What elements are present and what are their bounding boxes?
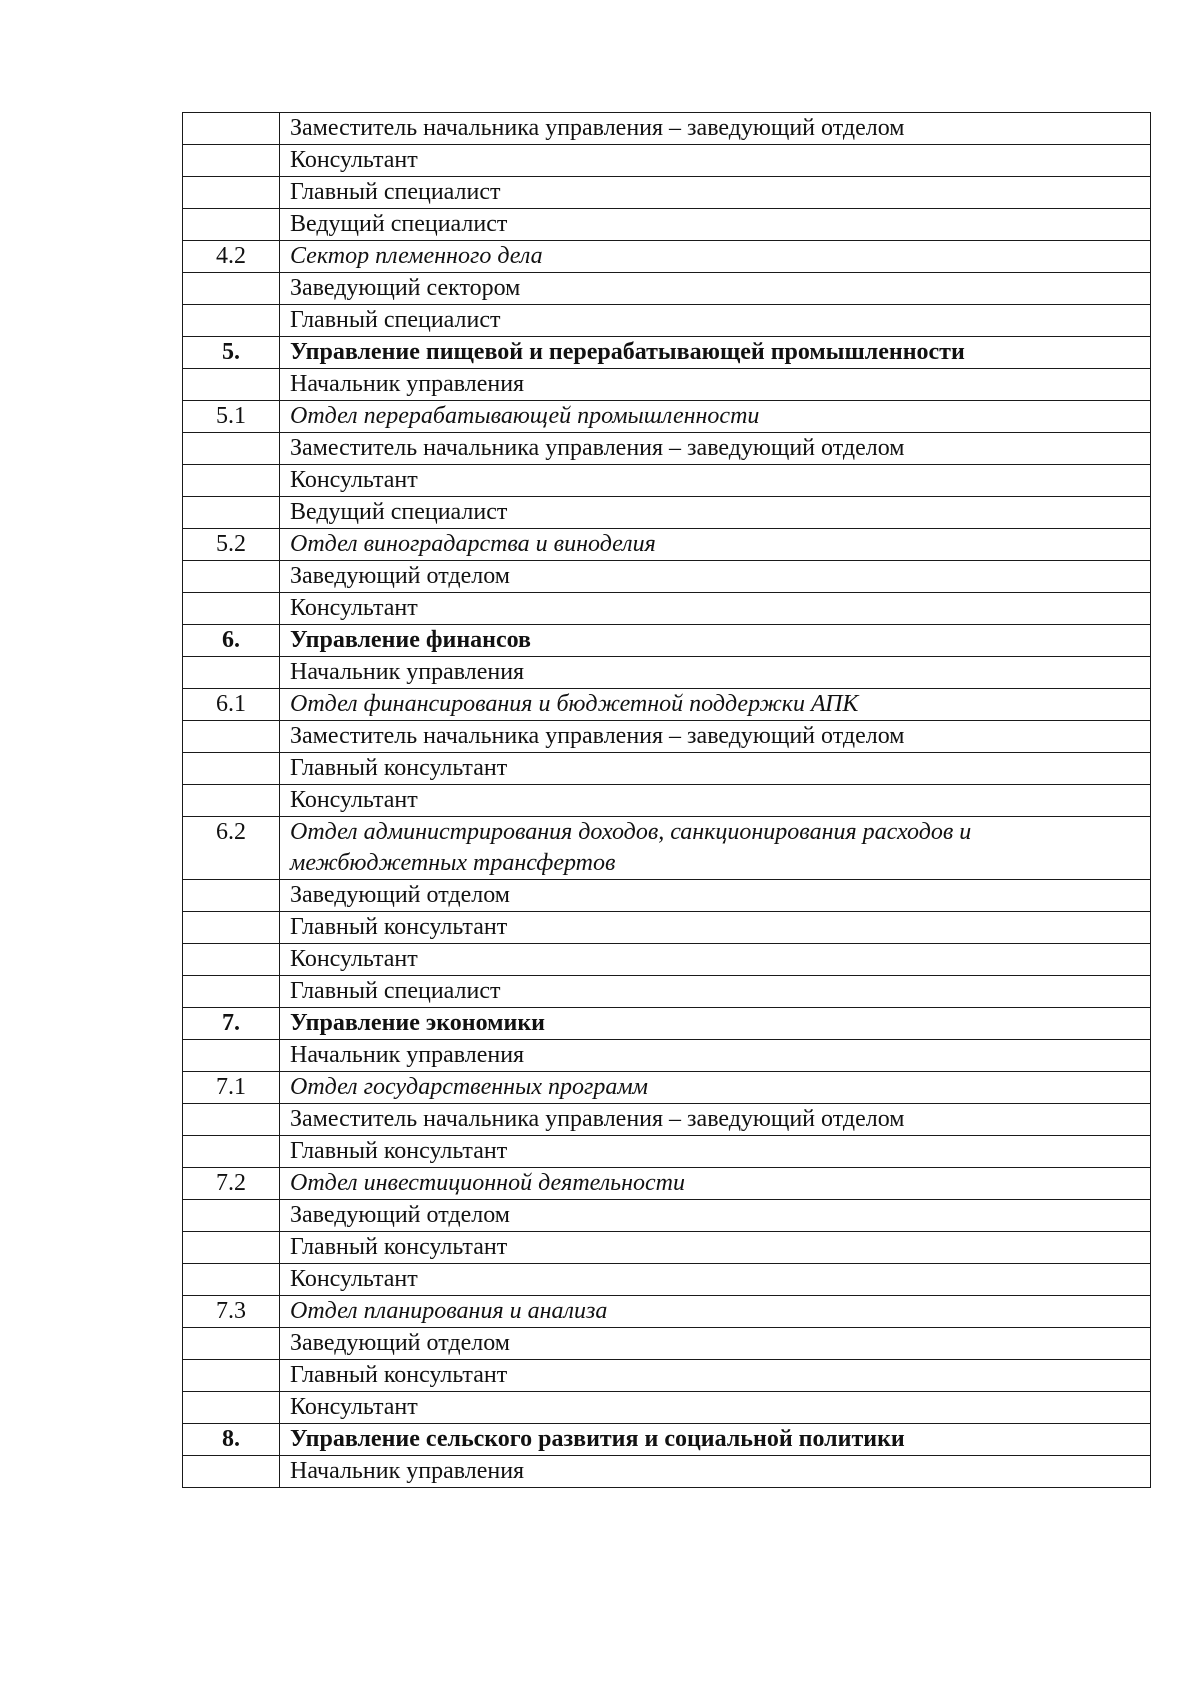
table-row (183, 1232, 1151, 1264)
row-number (183, 177, 280, 209)
row-title: Консультант (280, 1264, 1151, 1296)
table-row (183, 1104, 1151, 1136)
table-row (183, 561, 1151, 593)
row-number: 6.2 (183, 817, 280, 880)
staff-structure-table (182, 112, 1151, 1488)
table-row-section (183, 401, 1151, 433)
row-number (183, 369, 280, 401)
row-title: Отдел государственных программ (280, 1072, 1151, 1104)
row-number: 4.2 (183, 241, 280, 273)
row-number (183, 433, 280, 465)
table-row (183, 1040, 1151, 1072)
row-number: 5.1 (183, 401, 280, 433)
table-row-section (183, 1296, 1151, 1328)
table-row-section (183, 689, 1151, 721)
table-row (183, 785, 1151, 817)
row-number (183, 912, 280, 944)
table-row-department (183, 625, 1151, 657)
row-title: Ведущий специалист (280, 497, 1151, 529)
row-title: Главный консультант (280, 1360, 1151, 1392)
row-number (183, 721, 280, 753)
row-number: 8. (183, 1424, 280, 1456)
row-title: Отдел инвестиционной деятельности (280, 1168, 1151, 1200)
row-title: Консультант (280, 465, 1151, 497)
row-title: Заведующий отделом (280, 1200, 1151, 1232)
table-row (183, 880, 1151, 912)
table-row (183, 1360, 1151, 1392)
row-number (183, 657, 280, 689)
row-title: Начальник управления (280, 657, 1151, 689)
row-title: Консультант (280, 944, 1151, 976)
row-title: Управление сельского развития и социальной политики (280, 1424, 1151, 1456)
table-row (183, 113, 1151, 145)
table-row (183, 1136, 1151, 1168)
row-number: 7.2 (183, 1168, 280, 1200)
row-number (183, 561, 280, 593)
table-row (183, 273, 1151, 305)
row-title: Главный специалист (280, 976, 1151, 1008)
row-number (183, 209, 280, 241)
row-title: Главный консультант (280, 1232, 1151, 1264)
row-title: Отдел виноградарства и виноделия (280, 529, 1151, 561)
row-title: Консультант (280, 593, 1151, 625)
staff-table-body (183, 113, 1151, 1488)
row-number (183, 1328, 280, 1360)
row-title: Заместитель начальника управления – заведующий отделом (280, 113, 1151, 145)
row-number (183, 1360, 280, 1392)
table-row (183, 305, 1151, 337)
row-title: Главный специалист (280, 305, 1151, 337)
row-number: 7. (183, 1008, 280, 1040)
row-title: Управление экономики (280, 1008, 1151, 1040)
table-row (183, 1392, 1151, 1424)
table-row (183, 593, 1151, 625)
row-number (183, 305, 280, 337)
table-row (183, 912, 1151, 944)
row-number (183, 1136, 280, 1168)
row-title: Начальник управления (280, 369, 1151, 401)
table-row (183, 497, 1151, 529)
row-title: Консультант (280, 145, 1151, 177)
table-row (183, 1264, 1151, 1296)
row-title: Заведующий сектором (280, 273, 1151, 305)
row-number: 7.3 (183, 1296, 280, 1328)
row-number: 6.1 (183, 689, 280, 721)
table-row-section (183, 241, 1151, 273)
table-row (183, 465, 1151, 497)
row-title: Заведующий отделом (280, 880, 1151, 912)
row-number (183, 944, 280, 976)
table-row (183, 209, 1151, 241)
table-row-section (183, 1168, 1151, 1200)
row-title: Заместитель начальника управления – заведующий отделом (280, 1104, 1151, 1136)
row-title: Сектор племенного дела (280, 241, 1151, 273)
row-number (183, 145, 280, 177)
row-title: Главный консультант (280, 912, 1151, 944)
row-number (183, 1040, 280, 1072)
table-row-department (183, 1424, 1151, 1456)
row-title: Отдел администрирования доходов, санкционирования расходов и межбюджетных трансфертов (280, 817, 1151, 880)
row-number: 7.1 (183, 1072, 280, 1104)
row-number (183, 880, 280, 912)
row-title: Консультант (280, 785, 1151, 817)
row-number (183, 465, 280, 497)
row-title: Отдел планирования и анализа (280, 1296, 1151, 1328)
table-row-department (183, 1008, 1151, 1040)
row-number (183, 1264, 280, 1296)
row-title: Управление пищевой и перерабатывающей промышленности (280, 337, 1151, 369)
row-title: Главный консультант (280, 753, 1151, 785)
table-row (183, 433, 1151, 465)
row-number (183, 273, 280, 305)
table-row-department (183, 337, 1151, 369)
row-number: 6. (183, 625, 280, 657)
row-title: Заведующий отделом (280, 561, 1151, 593)
row-title: Заместитель начальника управления – заведующий отделом (280, 433, 1151, 465)
row-title: Консультант (280, 1392, 1151, 1424)
row-number: 5.2 (183, 529, 280, 561)
table-row (183, 145, 1151, 177)
table-row-section (183, 529, 1151, 561)
row-number: 5. (183, 337, 280, 369)
row-number (183, 497, 280, 529)
row-title: Начальник управления (280, 1040, 1151, 1072)
row-number (183, 976, 280, 1008)
row-title: Ведущий специалист (280, 209, 1151, 241)
row-title: Управление финансов (280, 625, 1151, 657)
row-number (183, 1232, 280, 1264)
table-row (183, 1200, 1151, 1232)
table-row (183, 721, 1151, 753)
row-number (183, 1456, 280, 1488)
row-title: Заведующий отделом (280, 1328, 1151, 1360)
row-number (183, 753, 280, 785)
table-row (183, 944, 1151, 976)
row-title: Заместитель начальника управления – заведующий отделом (280, 721, 1151, 753)
table-row (183, 369, 1151, 401)
table-row (183, 1456, 1151, 1488)
row-number (183, 1200, 280, 1232)
row-number (183, 593, 280, 625)
table-row (183, 976, 1151, 1008)
table-row (183, 177, 1151, 209)
row-title: Начальник управления (280, 1456, 1151, 1488)
row-number (183, 1104, 280, 1136)
table-row (183, 657, 1151, 689)
table-row (183, 1328, 1151, 1360)
table-row-section (183, 1072, 1151, 1104)
row-number (183, 113, 280, 145)
row-number (183, 785, 280, 817)
row-title: Отдел финансирования и бюджетной поддержки АПК (280, 689, 1151, 721)
row-title: Главный специалист (280, 177, 1151, 209)
table-row (183, 753, 1151, 785)
row-title: Главный консультант (280, 1136, 1151, 1168)
row-number (183, 1392, 280, 1424)
table-row-section (183, 817, 1151, 880)
row-title: Отдел перерабатывающей промышленности (280, 401, 1151, 433)
